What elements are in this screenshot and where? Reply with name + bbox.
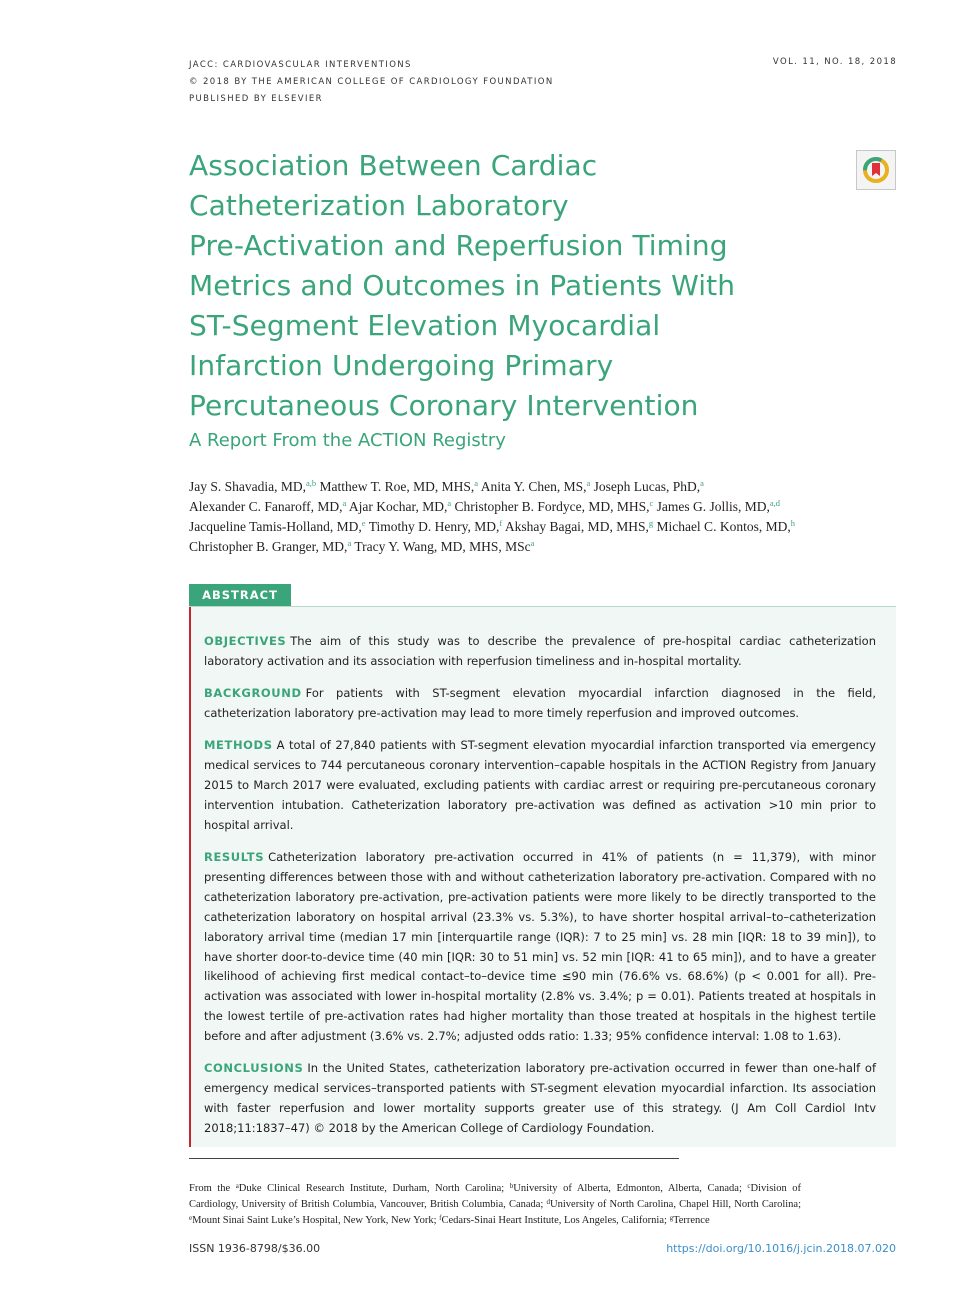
article-subtitle: A Report From the ACTION Registry (189, 430, 506, 451)
title-line: Catheterization Laboratory (189, 189, 569, 222)
author-name: Anita Y. Chen, MS, (480, 479, 587, 494)
title-line: ST-Segment Elevation Myocardial (189, 309, 661, 342)
title-line: Association Between Cardiac (189, 149, 598, 182)
author-name: Christopher B. Fordyce, MD, MHS, (454, 499, 650, 514)
title-line: Pre-Activation and Reperfusion Timing (189, 229, 728, 262)
footnote-divider (189, 1158, 679, 1159)
author-affil[interactable]: f (499, 518, 503, 528)
affil-sup: c (747, 1182, 751, 1190)
title-line: Infarction Undergoing Primary (189, 349, 614, 382)
affiliations (189, 1181, 801, 1229)
author-affil[interactable]: e (361, 518, 366, 528)
author-affil[interactable]: h (790, 518, 795, 528)
journal-name: JACC: CARDIOVASCULAR INTERVENTIONS (189, 60, 412, 70)
author-affil[interactable]: a (586, 478, 591, 488)
doi-link[interactable]: https://doi.org/10.1016/j.jcin.2018.07.020 (666, 1242, 896, 1255)
affil-lead: From the (189, 1183, 236, 1194)
issn: ISSN 1936-8798/$36.00 (189, 1242, 321, 1255)
section-label: RESULTS (204, 850, 265, 865)
author-name: Joseph Lucas, PhD, (593, 479, 701, 494)
section-label: BACKGROUND (204, 686, 302, 701)
section-label: METHODS (204, 738, 273, 753)
affil-sup: a (235, 1182, 239, 1190)
abstract-background (204, 684, 876, 724)
section-text: The aim of this study was to describe the prevalence of pre-hospital cardiac catheterization laboratory activation and its association with reperfusion timeliness and in-hospital mortality. (204, 634, 876, 668)
crossmark-button[interactable] (856, 150, 896, 190)
journal-header (189, 57, 554, 108)
affil-sup: e (189, 1214, 193, 1222)
abstract-tab: ABSTRACT (189, 584, 291, 607)
author-name: Tracy Y. Wang, MD, MHS, MSc (354, 539, 531, 554)
author-name: Michael C. Kontos, MD, (656, 519, 791, 534)
author-name: Akshay Bagai, MD, MHS, (504, 519, 649, 534)
author-affil[interactable]: a (700, 478, 704, 488)
affil-text: University of North Carolina, Chapel Hill, North Carolina; (550, 1199, 801, 1210)
author-name: Jay S. Shavadia, MD, (189, 479, 306, 494)
affil-sup: d (546, 1198, 551, 1206)
title-line: Percutaneous Coronary Intervention (189, 389, 699, 422)
affil-text: Duke Clinical Research Institute, Durham, North Carolina; (238, 1183, 510, 1194)
volume-info: VOL. 11, NO. 18, 2018 (772, 57, 897, 67)
author-affil[interactable]: g (648, 518, 654, 528)
section-label: OBJECTIVES (204, 634, 287, 648)
author-name: Matthew T. Roe, MD, MHS, (319, 479, 475, 494)
author-name: Jacqueline Tamis-Holland, MD, (189, 519, 362, 534)
abstract-methods (204, 736, 876, 836)
author-affil[interactable]: a (474, 478, 479, 488)
affil-text: Division of Cardiology, University of British Columbia, Vancouver, British Columbia, Canada; (189, 1183, 801, 1210)
author-name: Ajar Kochar, MD, (348, 499, 448, 514)
author-line (189, 517, 869, 537)
abstract-results (204, 848, 876, 1047)
author-line (189, 497, 869, 517)
author-affil[interactable]: c (649, 498, 654, 508)
affil-text: University of Alberta, Edmonton, Alberta, Canada; (513, 1183, 748, 1194)
abstract-objectives (204, 632, 876, 672)
publisher-line: PUBLISHED BY ELSEVIER (189, 94, 323, 104)
section-text: For patients with ST-segment elevation myocardial infarction diagnosed in the field, catheterization laboratory pre-activation may lead to more timely reperfusion and improved outcomes. (204, 686, 876, 721)
author-list (189, 477, 869, 557)
author-line (189, 477, 869, 497)
author-line (189, 537, 869, 557)
affil-text: Cedars-Sinai Heart Institute, Los Angeles, California; (441, 1215, 670, 1226)
author-name: James G. Jollis, MD, (656, 499, 770, 514)
section-text: A total of 27,840 patients with ST-segment elevation myocardial infarction transported via emergency medical services to 744 percutaneous coronary intervention–capable hospitals in the ACTION Registry from January 2015 to March 2017 were evaluated, excluding patients with cardiac arrest or requiring pre-percutaneous coronary intervention intubation. Catheterization laboratory pre-activation was defined as activation >10 min prior to hospital arrival. (204, 738, 876, 832)
author-affil[interactable]: a (530, 538, 535, 548)
author-name: Christopher B. Granger, MD, (189, 539, 348, 554)
affil-text: Terrence (673, 1215, 710, 1226)
abstract-conclusions (204, 1059, 876, 1139)
crossmark-icon (863, 157, 889, 183)
author-affil[interactable]: a,d (769, 498, 781, 508)
affil-sup: g (669, 1214, 674, 1222)
author-name: Alexander C. Fanaroff, MD, (189, 499, 343, 514)
author-affil[interactable]: a (342, 498, 347, 508)
copyright-line: © 2018 BY THE AMERICAN COLLEGE OF CARDIOLOGY FOUNDATION (189, 77, 554, 87)
affil-sup: b (509, 1182, 514, 1190)
author-name: Timothy D. Henry, MD, (368, 519, 500, 534)
abstract-body (204, 632, 876, 1151)
affil-sup: f (439, 1214, 442, 1222)
author-affil[interactable]: a,b (306, 478, 317, 488)
author-affil[interactable]: a (447, 498, 452, 508)
article-title (189, 146, 829, 426)
author-affil[interactable]: a (347, 538, 352, 548)
section-text: In the United States, catheterization laboratory pre-activation occurred in fewer than one-half of emergency medical services–transported patients with ST-segment elevation myocardial infarction. Its association with faster reperfusion and lower mortality supports greater use of this strategy. (J Am Coll Cardiol Intv 2018;11:1837–47) © 2018 by the American College of Cardiology Foundation. (204, 1061, 876, 1136)
section-label: CONCLUSIONS (204, 1061, 304, 1076)
title-line: Metrics and Outcomes in Patients With (189, 269, 736, 302)
affil-text: Mount Sinai Saint Luke’s Hospital, New York, New York; (192, 1215, 440, 1226)
section-text: Catheterization laboratory pre-activation occurred in 41% of patients (n = 11,379), with minor presenting differences between those with and without catheterization laboratory pre-activation. Compared with no catheterization laboratory pre-activation, pre-activation patients were more likely to be directly transported to the catheterization laboratory on hospital arrival (23.3% vs. 5.3%), to have shorter hospital arrival–to–catheterization laboratory arrival time (median 17 min [interquartile range (IQR): 7 to 25 min] vs. 28 min [IQR: 18 to 39 min]), to have shorter door-to-device time (40 min [IQR: 30 to 51 min] vs. 52 min [IQR: 41 to 65 min]), and to have a greater likelihood of achieving first medical contact–to–device time ≤90 min (76.6% vs. 68.6%) (p < 0.001 for all). Pre-activation was associated with lower in-hospital mortality (2.8% vs. 3.4%; p = 0.01). Patients treated at hospitals in the lowest tertile of pre-activation rates had higher mortality than those treated at hospitals in the highest tertile before and after adjustment (3.6% vs. 2.7%; adjusted odds ratio: 1.33; 95% confidence interval: 1.08 to 1.63). (204, 850, 876, 1044)
